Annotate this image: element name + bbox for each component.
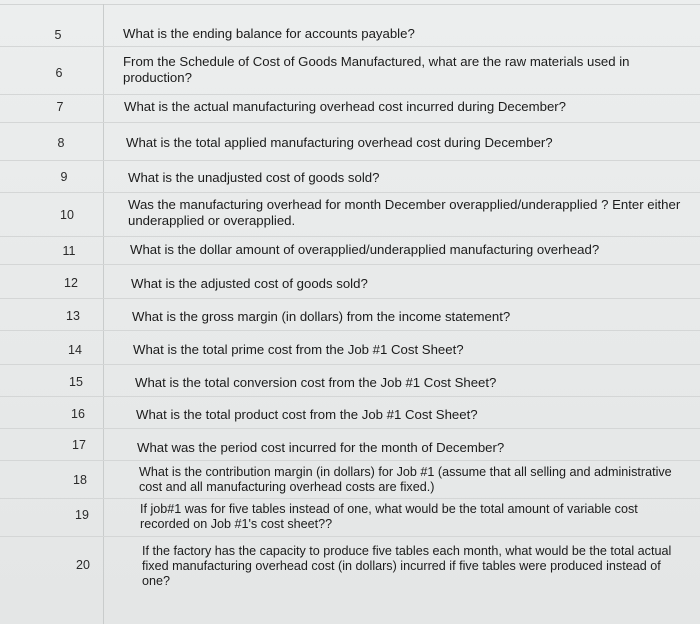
question-text: What is the contribution margin (in dollars) for Job #1 (assume that all selling and administrative cost and all manufacturing overhead costs are fixed.) bbox=[139, 465, 672, 494]
row-number: 7 bbox=[56, 100, 64, 114]
question-text: Was the manufacturing overhead for month December overapplied/underapplied ? Enter either underapplied or overapplied. bbox=[128, 197, 681, 228]
row-number: 10 bbox=[60, 208, 74, 222]
row-number: 11 bbox=[62, 244, 76, 258]
question-text: What is the actual manufacturing overhead cost incurred during December? bbox=[124, 99, 567, 114]
question-text: What is the adjusted cost of goods sold? bbox=[131, 276, 368, 291]
question-row-12 bbox=[0, 264, 700, 299]
row-number: 18 bbox=[73, 473, 87, 487]
question-text: What is the total applied manufacturing overhead cost during December? bbox=[126, 135, 553, 150]
question-text: If the factory has the capacity to produce five tables each month, what would be the total actual fixed manufacturing overhead cost (in dollars) incurred if five tables were produced instead of one? bbox=[142, 544, 672, 588]
row-number: 9 bbox=[60, 170, 68, 184]
question-text: What is the dollar amount of overapplied/underapplied manufacturing overhead? bbox=[130, 242, 600, 257]
question-row-20 bbox=[0, 536, 700, 624]
row-number: 5 bbox=[54, 28, 62, 42]
row-number: 13 bbox=[66, 309, 80, 323]
question-row-8 bbox=[0, 122, 700, 161]
row-number: 12 bbox=[64, 276, 78, 290]
question-text: What was the period cost incurred for the month of December? bbox=[137, 440, 505, 455]
row-number: 14 bbox=[68, 343, 82, 357]
question-row-15 bbox=[0, 364, 700, 397]
question-row-9 bbox=[0, 160, 700, 193]
question-row-13 bbox=[0, 298, 700, 331]
question-row-17 bbox=[0, 428, 700, 461]
question-text: What is the ending balance for accounts payable? bbox=[123, 26, 415, 41]
question-text: What is the unadjusted cost of goods sold? bbox=[128, 170, 380, 185]
question-row-10 bbox=[0, 192, 700, 237]
question-row-11 bbox=[0, 236, 700, 265]
row-number: 20 bbox=[76, 558, 90, 572]
question-text: From the Schedule of Cost of Goods Manufactured, what are the raw materials used in production? bbox=[123, 54, 630, 85]
row-number: 16 bbox=[71, 407, 85, 421]
question-text: If job#1 was for five tables instead of one, what would be the total amount of variable cost recorded on Job #1's cost sheet?? bbox=[140, 502, 638, 531]
question-text: What is the total product cost from the Job #1 Cost Sheet? bbox=[136, 407, 478, 422]
question-row-7 bbox=[0, 94, 700, 123]
question-text: What is the total conversion cost from the Job #1 Cost Sheet? bbox=[135, 375, 497, 390]
question-row-6 bbox=[0, 46, 700, 95]
row-number: 15 bbox=[69, 375, 83, 389]
question-row-16 bbox=[0, 396, 700, 429]
question-row-5 bbox=[0, 18, 700, 47]
question-text: What is the gross margin (in dollars) from the income statement? bbox=[132, 309, 511, 324]
row-number: 6 bbox=[55, 66, 63, 80]
question-row-18 bbox=[0, 460, 700, 499]
row-number: 19 bbox=[75, 508, 89, 522]
question-row-14 bbox=[0, 330, 700, 365]
row-number: 17 bbox=[72, 438, 86, 452]
top-rule bbox=[0, 4, 700, 5]
question-text: What is the total prime cost from the Job #1 Cost Sheet? bbox=[133, 342, 464, 357]
row-number: 8 bbox=[57, 136, 65, 150]
question-row-19 bbox=[0, 498, 700, 537]
